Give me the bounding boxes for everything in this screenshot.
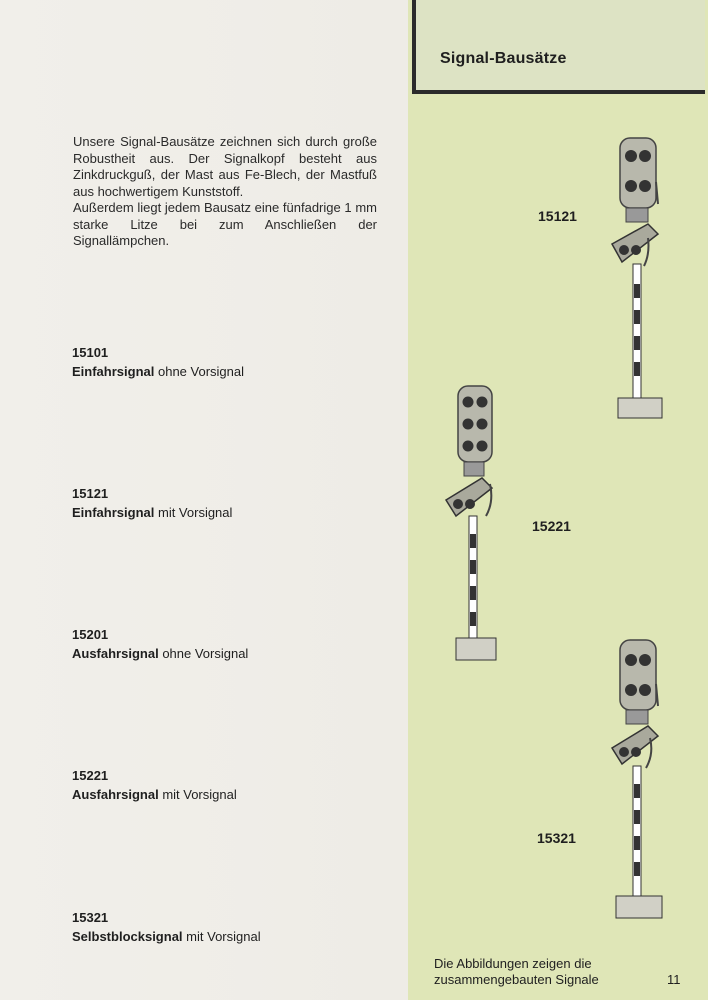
product-code: 15121 bbox=[72, 486, 109, 501]
product-entry bbox=[72, 908, 261, 946]
figure-label: 15321 bbox=[537, 830, 576, 846]
product-name: Einfahrsignal bbox=[72, 505, 155, 520]
product-suffix: ohne Vorsignal bbox=[157, 364, 244, 379]
signal-three-aspect-with-distant-icon bbox=[438, 384, 518, 664]
intro-paragraph-1: Unsere Signal-Bausätze zeichnen sich durch große Robustheit aus. Der Signalkopf besteht aus Zinkdruckguß, der Mast aus Fe-Blech, der Mastfuß aus hochwertigem Kunststoff. bbox=[73, 134, 377, 199]
product-code: 15221 bbox=[72, 768, 109, 783]
product-suffix: mit Vorsignal bbox=[162, 787, 237, 802]
product-entry bbox=[72, 625, 248, 663]
caption-line-1: Die Abbildungen zeigen die bbox=[434, 956, 592, 971]
caption-line-2: zusammengebauten Signale bbox=[434, 972, 599, 987]
signal-two-aspect-with-distant-icon bbox=[600, 134, 680, 424]
product-name: Ausfahrsignal bbox=[72, 787, 159, 802]
header-box bbox=[412, 0, 705, 94]
product-suffix: mit Vorsignal bbox=[157, 505, 233, 520]
intro-text bbox=[73, 134, 377, 250]
page-title: Signal-Bausätze bbox=[440, 50, 567, 67]
product-entry bbox=[72, 766, 237, 804]
product-name: Einfahrsignal bbox=[72, 364, 155, 379]
figure-label: 15121 bbox=[538, 208, 577, 224]
product-code: 15321 bbox=[72, 910, 109, 925]
product-suffix: mit Vorsignal bbox=[186, 929, 261, 944]
product-suffix: ohne Vorsignal bbox=[162, 646, 249, 661]
product-entry bbox=[72, 484, 232, 522]
product-entry bbox=[72, 343, 244, 381]
figure-caption bbox=[434, 956, 634, 988]
figure-label: 15221 bbox=[532, 518, 571, 534]
product-code: 15201 bbox=[72, 627, 109, 642]
page-number: 11 bbox=[667, 972, 681, 987]
intro-paragraph-2: Außerdem liegt jedem Bausatz eine fünfadrige 1 mm starke Litze bei zum Anschließen der Signallämpchen. bbox=[73, 200, 377, 248]
product-name: Ausfahrsignal bbox=[72, 646, 159, 661]
signal-two-aspect-with-distant-icon bbox=[600, 638, 680, 922]
product-code: 15101 bbox=[72, 345, 109, 360]
product-name: Selbstblocksignal bbox=[72, 929, 183, 944]
